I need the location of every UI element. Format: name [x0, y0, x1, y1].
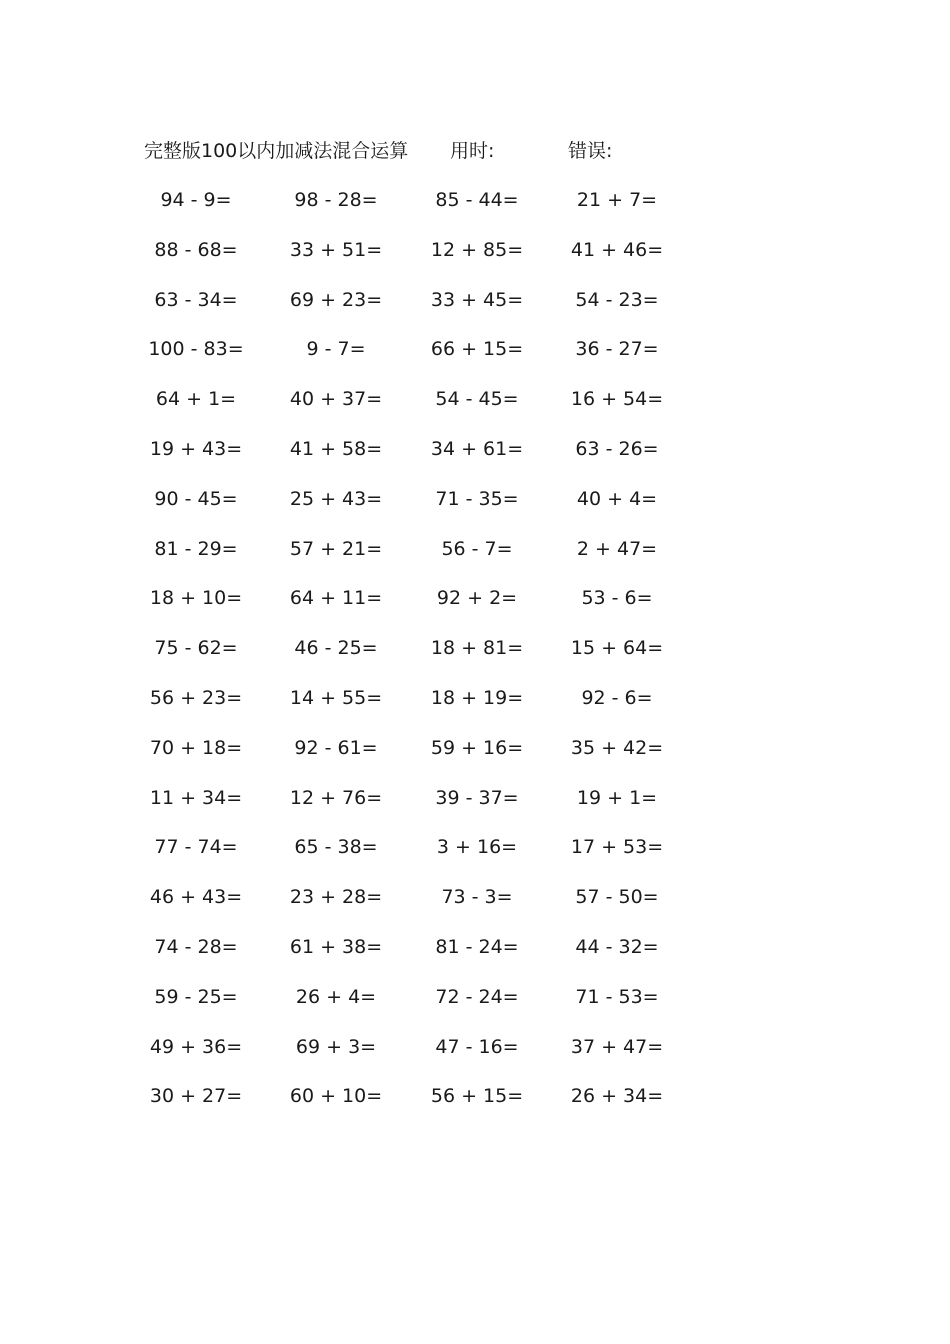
math-problem: 18 + 81=	[430, 637, 524, 660]
math-problem: 66 + 15=	[430, 338, 524, 361]
math-problem: 56 + 15=	[430, 1085, 524, 1108]
math-problem: 17 + 53=	[570, 836, 664, 859]
math-problem: 60 + 10=	[289, 1085, 383, 1108]
problem-row	[140, 583, 700, 633]
math-problem: 57 + 21=	[289, 537, 383, 560]
math-problem: 54 - 45=	[435, 388, 519, 411]
math-problem: 39 - 37=	[435, 786, 519, 809]
math-problem: 37 + 47=	[570, 1035, 664, 1058]
math-problem: 15 + 64=	[570, 637, 664, 660]
math-problem: 26 + 4=	[295, 985, 377, 1008]
errors-label: 错误:	[568, 140, 613, 162]
problem-row	[140, 832, 700, 882]
math-problem: 44 - 32=	[575, 935, 659, 958]
math-problem: 94 - 9=	[160, 189, 232, 211]
math-problem: 69 + 3=	[295, 1035, 377, 1058]
math-problem: 98 - 28=	[294, 189, 378, 211]
math-problem: 92 - 61=	[294, 736, 378, 759]
math-problem: 11 + 34=	[149, 786, 243, 809]
math-problem: 64 + 1=	[155, 388, 237, 411]
math-problem: 40 + 4=	[576, 487, 658, 510]
math-problem: 73 - 3=	[441, 886, 513, 909]
math-problem: 54 - 23=	[575, 288, 659, 311]
math-problem: 23 + 28=	[289, 886, 383, 909]
math-problem: 18 + 10=	[149, 587, 243, 610]
math-problem: 64 + 11=	[289, 587, 383, 610]
math-problem: 59 - 25=	[154, 985, 238, 1008]
math-problem: 19 + 1=	[576, 786, 658, 809]
math-problem: 40 + 37=	[289, 388, 383, 411]
math-problem: 36 - 27=	[575, 338, 659, 361]
math-problem: 92 + 2=	[436, 587, 518, 610]
problem-row	[140, 1032, 700, 1082]
math-problem: 30 + 27=	[149, 1085, 243, 1108]
math-problem: 14 + 55=	[289, 686, 383, 709]
math-problem: 77 - 74=	[154, 836, 238, 859]
math-problem: 81 - 29=	[154, 537, 238, 560]
problem-row	[140, 932, 700, 982]
problem-row	[140, 334, 700, 384]
math-problem: 9 - 7=	[306, 338, 366, 361]
problem-row	[140, 384, 700, 434]
math-problem: 26 + 34=	[570, 1085, 664, 1108]
worksheet-title: 完整版100以内加减法混合运算	[144, 140, 409, 162]
problem-row	[140, 534, 700, 584]
math-problem: 61 + 38=	[289, 935, 383, 958]
problem-row	[140, 434, 700, 484]
math-problem: 69 + 23=	[289, 288, 383, 311]
math-problem: 12 + 85=	[430, 238, 524, 261]
problem-row	[140, 882, 700, 932]
math-problem: 49 + 36=	[149, 1035, 243, 1058]
math-problem: 46 + 43=	[149, 886, 243, 909]
time-label: 用时:	[450, 140, 495, 162]
math-problem: 59 + 16=	[430, 736, 524, 759]
math-problem: 72 - 24=	[435, 985, 519, 1008]
math-problem: 2 + 47=	[576, 537, 658, 560]
math-problem: 3 + 16=	[436, 836, 518, 859]
math-problem: 65 - 38=	[294, 836, 378, 859]
math-problem: 18 + 19=	[430, 686, 524, 709]
problem-row	[140, 185, 700, 235]
math-problem: 34 + 61=	[430, 437, 524, 460]
math-problem: 21 + 7=	[576, 189, 658, 211]
math-problem: 92 - 6=	[581, 686, 653, 709]
math-problem: 33 + 51=	[289, 238, 383, 261]
math-problem: 81 - 24=	[435, 935, 519, 958]
math-problem: 12 + 76=	[289, 786, 383, 809]
math-problem: 70 + 18=	[149, 736, 243, 759]
math-problem: 35 + 42=	[570, 736, 664, 759]
math-problem: 75 - 62=	[154, 637, 238, 660]
problem-row	[140, 733, 700, 783]
problem-row	[140, 783, 700, 833]
math-problem: 56 + 23=	[149, 686, 243, 709]
math-problem: 47 - 16=	[435, 1035, 519, 1058]
math-problem: 90 - 45=	[154, 487, 238, 510]
math-problem: 63 - 34=	[154, 288, 238, 311]
math-problem: 19 + 43=	[149, 437, 243, 460]
math-problem: 41 + 46=	[570, 238, 664, 261]
math-problem: 74 - 28=	[154, 935, 238, 958]
problem-row	[140, 1081, 700, 1131]
problem-row	[140, 285, 700, 335]
math-problem: 56 - 7=	[441, 537, 513, 560]
math-problem: 63 - 26=	[575, 437, 659, 460]
problem-row	[140, 683, 700, 733]
math-problem: 25 + 43=	[289, 487, 383, 510]
problem-row	[140, 235, 700, 285]
math-problem: 85 - 44=	[435, 189, 519, 211]
math-problem: 53 - 6=	[581, 587, 653, 610]
math-problem: 46 - 25=	[294, 637, 378, 660]
problem-grid	[140, 185, 700, 1131]
problem-row	[140, 633, 700, 683]
math-problem: 88 - 68=	[154, 238, 238, 261]
math-problem: 71 - 53=	[575, 985, 659, 1008]
math-problem: 16 + 54=	[570, 388, 664, 411]
math-problem: 71 - 35=	[435, 487, 519, 510]
problem-row	[140, 982, 700, 1032]
problem-row	[140, 484, 700, 534]
math-problem: 33 + 45=	[430, 288, 524, 311]
math-problem: 100 - 83=	[148, 338, 244, 361]
math-problem: 41 + 58=	[289, 437, 383, 460]
math-problem: 57 - 50=	[575, 886, 659, 909]
